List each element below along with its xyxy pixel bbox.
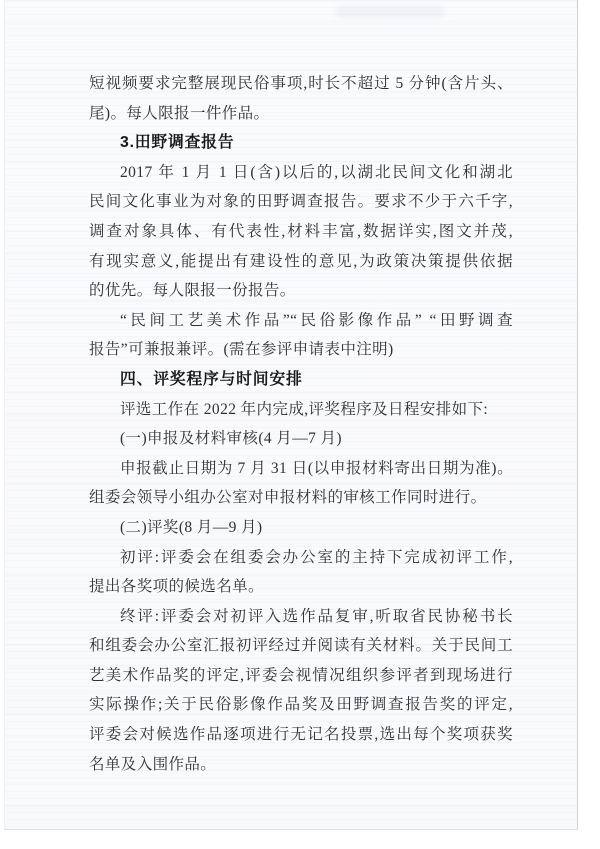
- text-line: 终评:评委会对初评入选作品复审,听取省民协秘书长: [120, 607, 513, 625]
- text-line: 艺美术作品奖的评定,评委会视情况组织参评者到现场进行: [89, 666, 513, 684]
- text-line: 2017 年 1 月 1 日(含)以后的,以湖北民间文化和湖北: [120, 163, 513, 181]
- text-line: 尾)。每人限报一件作品。: [89, 104, 270, 122]
- text-line: 有现实意义,能提出有建设性的意见,为政策决策提供依据: [89, 252, 513, 270]
- text-line: 提出各奖项的候选名单。: [89, 578, 264, 596]
- heading-line: 四、评奖程序与时间安排: [120, 370, 303, 388]
- scanned-document-page: [4, 0, 578, 830]
- text-line: 名单及入围作品。: [89, 755, 217, 773]
- text-line: 评选工作在 2022 年内完成,评奖程序及日程安排如下:: [120, 400, 489, 418]
- text-line: (二)评奖(8 月—9 月): [120, 518, 263, 536]
- text-line: 民间文化事业为对象的田野调查报告。要求不少于六千字,: [89, 193, 513, 211]
- document-text-block: [89, 69, 513, 779]
- text-line: 短视频要求完整展现民俗事项,时长不超过 5 分钟(含片头、: [89, 75, 513, 92]
- text-line: (一)申报及材料审核(4 月—7 月): [120, 430, 342, 448]
- text-line: “民间工艺美术作品”“民俗影像作品” “田野调查: [120, 311, 513, 329]
- text-line: 报告”可兼报兼评。(需在参评申请表中注明): [89, 341, 394, 359]
- text-line: 组委会领导小组办公室对申报材料的审核工作同时进行。: [89, 489, 487, 507]
- text-line: 初评:评委会在组委会办公室的主持下完成初评工作,: [120, 548, 513, 566]
- text-line: 的优先。每人限报一份报告。: [89, 282, 296, 300]
- text-line: 评委会对候选作品逐项进行无记名投票,选出每个奖项获奖: [89, 726, 513, 744]
- text-line: 实际操作;关于民俗影像作品奖及田野调查报告奖的评定,: [89, 696, 513, 714]
- text-line: 和组委会办公室汇报初评经过并阅读有关材料。关于民间工: [89, 637, 513, 655]
- scan-smudge: [335, 6, 445, 18]
- heading-line: 3.田野调查报告: [120, 134, 235, 152]
- text-line: 申报截止日期为 7 月 31 日(以申报材料寄出日期为准)。: [120, 459, 513, 477]
- text-line: 调查对象具体、有代表性,材料丰富,数据详实,图文并茂,: [89, 222, 513, 240]
